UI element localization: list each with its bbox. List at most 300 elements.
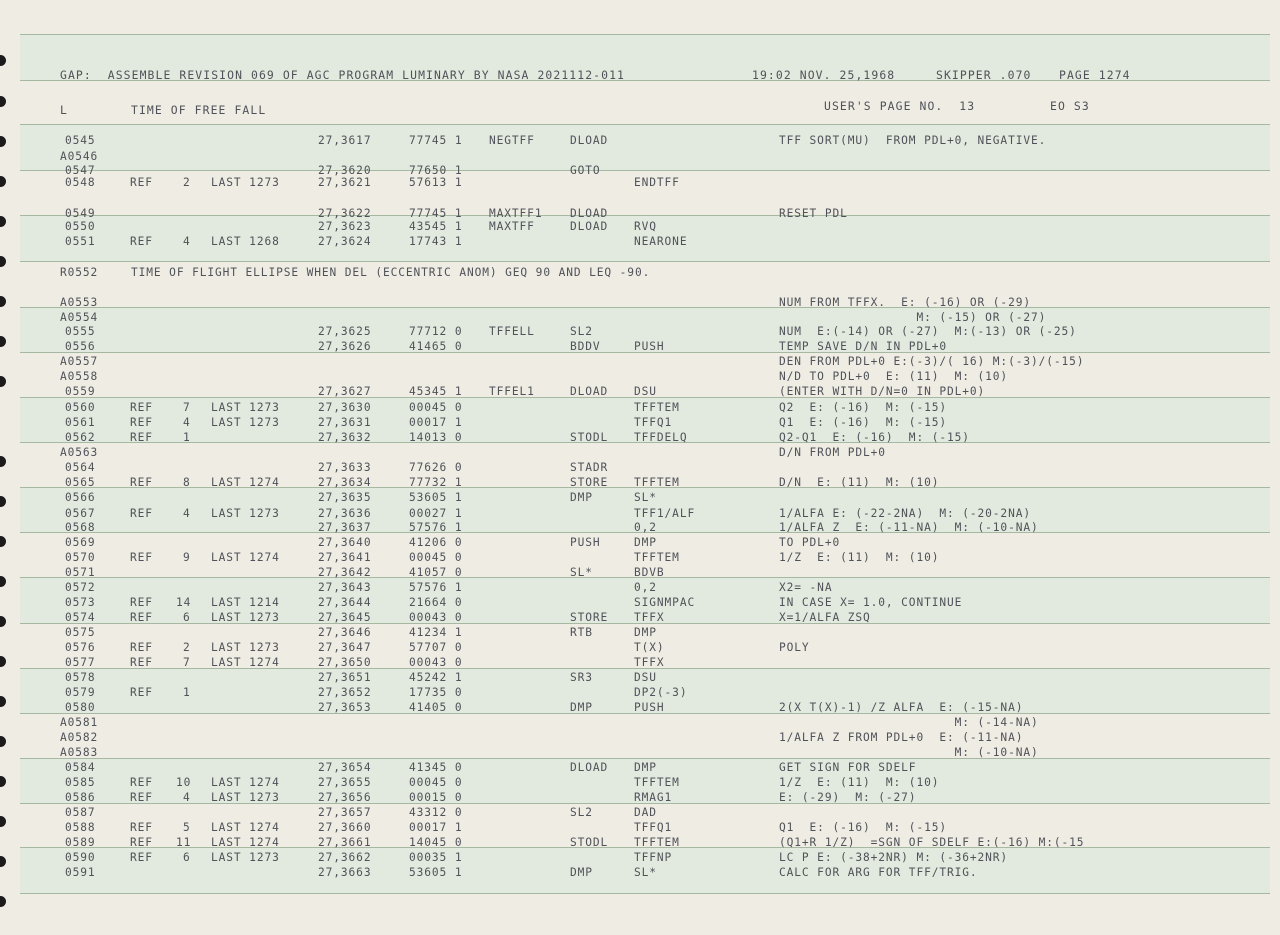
octal-code: 41465 0 [409,340,463,353]
octal-code: 77732 1 [409,476,463,489]
last-ref-page: LAST 1273 [211,791,280,804]
line-number: A0581 [60,716,99,729]
operand: TFF1/ALF [634,507,696,520]
feed-hole [0,776,6,787]
ref-label: REF [130,776,153,789]
octal-code: 00017 1 [409,416,463,429]
opcode: DLOAD [570,385,609,398]
line-number: 0567 [65,507,96,520]
opcode: STADR [570,461,609,474]
comment: Q2 E: (-16) M: (-15) [779,401,947,414]
band-rule [20,215,1270,216]
line-number: 0559 [65,385,96,398]
symbol-label: MAXTFF1 [489,207,543,220]
octal-code: 00043 0 [409,611,463,624]
operand: RMAG1 [634,791,673,804]
paper-band [20,713,1270,758]
ref-label: REF [130,656,153,669]
feed-hole [0,136,6,147]
opcode: PUSH [570,536,601,549]
comment: 2(X T(X)-1) /Z ALFA E: (-15-NA) [779,701,1024,714]
line-number: A0563 [60,446,99,459]
comment: M: (-15) OR (-27) [779,311,1047,324]
comment: M: (-14-NA) [779,716,1039,729]
last-ref-page: LAST 1274 [211,776,280,789]
ref-label: REF [130,851,153,864]
ref-count: 4 [183,235,191,248]
octal-code: 00035 1 [409,851,463,864]
line-number: 0549 [65,207,96,220]
ref-label: REF [130,686,153,699]
line-number: 0572 [65,581,96,594]
line-number: A0558 [60,370,99,383]
memory-address: 27,3635 [318,491,372,504]
memory-address: 27,3654 [318,761,372,774]
feed-hole [0,896,6,907]
comment: X2= -NA [779,581,833,594]
comment: D/N FROM PDL+0 [779,446,886,459]
comment: D/N E: (11) M: (10) [779,476,940,489]
ref-count: 6 [183,851,191,864]
comment: 1/Z E: (11) M: (10) [779,551,940,564]
feed-hole [0,456,6,467]
octal-code: 00017 1 [409,821,463,834]
ref-count: 1 [183,431,191,444]
ref-count: 2 [183,641,191,654]
octal-code: 14013 0 [409,431,463,444]
operand: TFFTEM [634,476,680,489]
comment: Q1 E: (-16) M: (-15) [779,821,947,834]
comment: POLY [779,641,810,654]
line-number: 0551 [65,235,96,248]
line-number: 0568 [65,521,96,534]
comment: GET SIGN FOR SDELF [779,761,917,774]
line-number: 0580 [65,701,96,714]
operand: TFFDELQ [634,431,688,444]
page-number: PAGE 1274 [1059,68,1131,82]
comment: DEN FROM PDL+0 E:(-3)/( 16) M:(-3)/(-15) [779,355,1085,368]
octal-code: 00045 0 [409,551,463,564]
memory-address: 27,3640 [318,536,372,549]
octal-code: 17743 1 [409,235,463,248]
feed-hole [0,376,6,387]
octal-code: 53605 1 [409,866,463,879]
last-ref-page: LAST 1273 [211,641,280,654]
operand: DMP [634,536,657,549]
octal-code: 41345 0 [409,761,463,774]
opcode: SL* [570,566,593,579]
memory-address: 27,3634 [318,476,372,489]
operand: SL* [634,491,657,504]
comment: N/D TO PDL+0 E: (11) M: (10) [779,370,1009,383]
line-number: R0552 [60,266,99,279]
opcode: STODL [570,836,609,849]
line-number: 0588 [65,821,96,834]
last-ref-page: LAST 1268 [211,235,280,248]
octal-code: 77745 1 [409,207,463,220]
comment: Q2-Q1 E: (-16) M: (-15) [779,431,970,444]
last-ref-page: LAST 1214 [211,596,280,609]
memory-address: 27,3660 [318,821,372,834]
line-number: 0587 [65,806,96,819]
memory-address: 27,3631 [318,416,372,429]
feed-hole [0,656,6,667]
line-number: 0577 [65,656,96,669]
opcode: STODL [570,431,609,444]
octal-code: 41405 0 [409,701,463,714]
last-ref-page: LAST 1273 [211,176,280,189]
last-ref-page: LAST 1274 [211,551,280,564]
ref-count: 9 [183,551,191,564]
operand: DP2(-3) [634,686,688,699]
line-number: 0576 [65,641,96,654]
last-ref-page: LAST 1274 [211,821,280,834]
memory-address: 27,3625 [318,325,372,338]
line-number: 0562 [65,431,96,444]
line-number: 0578 [65,671,96,684]
operand: PUSH [634,701,665,714]
ref-count: 1 [183,686,191,699]
memory-address: 27,3637 [318,521,372,534]
memory-address: 27,3650 [318,656,372,669]
opcode: GOTO [570,164,601,177]
memory-address: 27,3630 [318,401,372,414]
line-number: 0584 [65,761,96,774]
tractor-feed-holes [0,0,12,935]
ref-label: REF [130,431,153,444]
last-ref-page: LAST 1274 [211,656,280,669]
feed-hole [0,616,6,627]
opcode: STORE [570,476,609,489]
memory-address: 27,3652 [318,686,372,699]
octal-code: 00045 0 [409,401,463,414]
octal-code: 43312 0 [409,806,463,819]
memory-address: 27,3653 [318,701,372,714]
operand: RVQ [634,220,657,233]
feed-hole [0,816,6,827]
operand: SL* [634,866,657,879]
octal-code: 00027 1 [409,507,463,520]
comment: 1/Z E: (11) M: (10) [779,776,940,789]
operand: TFFTEM [634,401,680,414]
last-ref-page: LAST 1273 [211,416,280,429]
opcode: RTB [570,626,593,639]
opcode: DMP [570,701,593,714]
ref-count: 5 [183,821,191,834]
line-number: 0550 [65,220,96,233]
ref-count: 14 [176,596,192,609]
comment: NUM FROM TFFX. E: (-16) OR (-29) [779,296,1031,309]
line-number: 0573 [65,596,96,609]
octal-code: 21664 0 [409,596,463,609]
line-number: 0586 [65,791,96,804]
octal-code: 17735 0 [409,686,463,699]
l-label: L [60,103,68,117]
operand: TFFX [634,611,665,624]
symbol-label: TFFEL1 [489,385,535,398]
line-number: 0579 [65,686,96,699]
opcode: DLOAD [570,134,609,147]
memory-address: 27,3657 [318,806,372,819]
comment: NUM E:(-14) OR (-27) M:(-13) OR (-25) [779,325,1077,338]
opcode: DLOAD [570,207,609,220]
line-number: A0554 [60,311,99,324]
memory-address: 27,3643 [318,581,372,594]
operand: TFFTEM [634,836,680,849]
memory-address: 27,3623 [318,220,372,233]
line-number: 0575 [65,626,96,639]
line-number: 0556 [65,340,96,353]
line-number: A0583 [60,746,99,759]
operand: DMP [634,761,657,774]
feed-hole [0,176,6,187]
ref-label: REF [130,476,153,489]
line-number: 0591 [65,866,96,879]
operand: TFFTEM [634,776,680,789]
comment: M: (-10-NA) [779,746,1039,759]
opcode: DLOAD [570,220,609,233]
octal-code: 41206 0 [409,536,463,549]
operand: TFFQ1 [634,821,673,834]
comment: X=1/ALFA ZSQ [779,611,871,624]
feed-hole [0,536,6,547]
ref-label: REF [130,551,153,564]
memory-address: 27,3620 [318,164,372,177]
opcode: BDDV [570,340,601,353]
line-number: 0547 [65,164,96,177]
opcode: DMP [570,866,593,879]
operand: TFFNP [634,851,673,864]
feed-hole [0,55,6,66]
skipper-version: SKIPPER .070 [936,68,1032,82]
last-ref-page: LAST 1273 [211,851,280,864]
operand: 0,2 [634,581,657,594]
line-number: 0548 [65,176,96,189]
line-number: 0560 [65,401,96,414]
memory-address: 27,3661 [318,836,372,849]
comment: 1/ALFA Z E: (-11-NA) M: (-10-NA) [779,521,1039,534]
line-number: A0553 [60,296,99,309]
memory-address: 27,3632 [318,431,372,444]
comment: LC P E: (-38+2NR) M: (-36+2NR) [779,851,1009,864]
feed-hole [0,856,6,867]
line-number: A0557 [60,355,99,368]
operand: NEARONE [634,235,688,248]
symbol-label: TFFELL [489,325,535,338]
assembly-header: GAP: ASSEMBLE REVISION 069 OF AGC PROGRAM LUMINARY BY NASA 2021112-011 [60,68,625,82]
ref-label: REF [130,507,153,520]
memory-address: 27,3617 [318,134,372,147]
memory-address: 27,3656 [318,791,372,804]
octal-code: 57576 1 [409,521,463,534]
octal-code: 41234 1 [409,626,463,639]
feed-hole [0,736,6,747]
feed-hole [0,336,6,347]
memory-address: 27,3655 [318,776,372,789]
band-rule [20,758,1270,759]
users-page-number: USER'S PAGE NO. 13 [824,99,976,113]
comment: 1/ALFA E: (-22-2NA) M: (-20-2NA) [779,507,1031,520]
memory-address: 27,3663 [318,866,372,879]
operand: T(X) [634,641,665,654]
line-number: 0570 [65,551,96,564]
symbol-label: NEGTFF [489,134,535,147]
ref-label: REF [130,176,153,189]
line-number: A0582 [60,731,99,744]
band-rule [20,307,1270,308]
opcode: DMP [570,491,593,504]
comment: E: (-29) M: (-27) [779,791,917,804]
remark-line: TIME OF FLIGHT ELLIPSE WHEN DEL (ECCENTRIC ANOM) GEQ 90 AND LEQ -90. [131,266,651,279]
ref-label: REF [130,641,153,654]
band-rule [20,170,1270,171]
line-number: 0590 [65,851,96,864]
band-rule [20,261,1270,262]
opcode: DLOAD [570,761,609,774]
memory-address: 27,3624 [318,235,372,248]
ref-count: 8 [183,476,191,489]
operand: TFFTEM [634,551,680,564]
ref-count: 7 [183,401,191,414]
line-number: 0555 [65,325,96,338]
feed-hole [0,576,6,587]
feed-hole [0,296,6,307]
memory-address: 27,3641 [318,551,372,564]
octal-code: 77650 1 [409,164,463,177]
ref-count: 6 [183,611,191,624]
ref-label: REF [130,235,153,248]
memory-address: 27,3651 [318,671,372,684]
line-number: A0546 [60,150,99,163]
ref-count: 2 [183,176,191,189]
line-number: 0545 [65,134,96,147]
ref-count: 10 [176,776,192,789]
octal-code: 77745 1 [409,134,463,147]
last-ref-page: LAST 1274 [211,836,280,849]
operand: BDVB [634,566,665,579]
operand: TFFX [634,656,665,669]
operand: PUSH [634,340,665,353]
comment: IN CASE X= 1.0, CONTINUE [779,596,963,609]
operand: DAD [634,806,657,819]
feed-hole [0,216,6,227]
line-number: 0589 [65,836,96,849]
memory-address: 27,3644 [318,596,372,609]
band-rule [20,34,1270,35]
section-title: TIME OF FREE FALL [131,103,267,117]
opcode: SR3 [570,671,593,684]
comment: CALC FOR ARG FOR TFF/TRIG. [779,866,978,879]
comment: RESET PDL [779,207,848,220]
operand: 0,2 [634,521,657,534]
octal-code: 57707 0 [409,641,463,654]
comment: 1/ALFA Z FROM PDL+0 E: (-11-NA) [779,731,1024,744]
memory-address: 27,3633 [318,461,372,474]
line-number: 0566 [65,491,96,504]
ref-count: 4 [183,416,191,429]
octal-code: 00043 0 [409,656,463,669]
octal-code: 57613 1 [409,176,463,189]
octal-code: 45242 1 [409,671,463,684]
last-ref-page: LAST 1274 [211,476,280,489]
ref-label: REF [130,416,153,429]
octal-code: 41057 0 [409,566,463,579]
memory-address: 27,3642 [318,566,372,579]
octal-code: 45345 1 [409,385,463,398]
ref-label: REF [130,401,153,414]
octal-code: 14045 0 [409,836,463,849]
feed-hole [0,256,6,267]
ref-label: REF [130,791,153,804]
memory-address: 27,3621 [318,176,372,189]
comment: (Q1+R 1/Z) =SGN OF SDELF E:(-16) M:(-15 [779,836,1085,849]
operand: DMP [634,626,657,639]
ref-label: REF [130,596,153,609]
memory-address: 27,3636 [318,507,372,520]
last-ref-page: LAST 1273 [211,611,280,624]
opcode: STORE [570,611,609,624]
last-ref-page: LAST 1273 [211,507,280,520]
comment: (ENTER WITH D/N=0 IN PDL+0) [779,385,986,398]
line-number: 0565 [65,476,96,489]
feed-hole [0,696,6,707]
memory-address: 27,3647 [318,641,372,654]
line-number: 0571 [65,566,96,579]
comment: Q1 E: (-16) M: (-15) [779,416,947,429]
operand: DSU [634,385,657,398]
memory-address: 27,3646 [318,626,372,639]
ref-count: 4 [183,507,191,520]
ref-label: REF [130,821,153,834]
comment: TEMP SAVE D/N IN PDL+0 [779,340,947,353]
octal-code: 77712 0 [409,325,463,338]
octal-code: 77626 0 [409,461,463,474]
comment: TFF SORT(MU) FROM PDL+0, NEGATIVE. [779,134,1047,147]
band-rule [20,893,1270,894]
operand: ENDTFF [634,176,680,189]
operand: TFFQ1 [634,416,673,429]
ref-label: REF [130,611,153,624]
memory-address: 27,3627 [318,385,372,398]
memory-address: 27,3622 [318,207,372,220]
ref-label: REF [130,836,153,849]
line-number: 0574 [65,611,96,624]
opcode: SL2 [570,806,593,819]
octal-code: 00045 0 [409,776,463,789]
last-ref-page: LAST 1273 [211,401,280,414]
octal-code: 53605 1 [409,491,463,504]
feed-hole [0,96,6,107]
octal-code: 43545 1 [409,220,463,233]
line-number: 0585 [65,776,96,789]
symbol-label: MAXTFF [489,220,535,233]
opcode: SL2 [570,325,593,338]
line-number: 0569 [65,536,96,549]
ref-count: 4 [183,791,191,804]
feed-hole [0,496,6,507]
octal-code: 00015 0 [409,791,463,804]
line-number: 0561 [65,416,96,429]
ref-count: 11 [176,836,192,849]
memory-address: 27,3626 [318,340,372,353]
ref-count: 7 [183,656,191,669]
operand: SIGNMPAC [634,596,696,609]
memory-address: 27,3662 [318,851,372,864]
line-number: 0564 [65,461,96,474]
eo-label: EO S3 [1050,99,1090,113]
comment: TO PDL+0 [779,536,841,549]
operand: DSU [634,671,657,684]
